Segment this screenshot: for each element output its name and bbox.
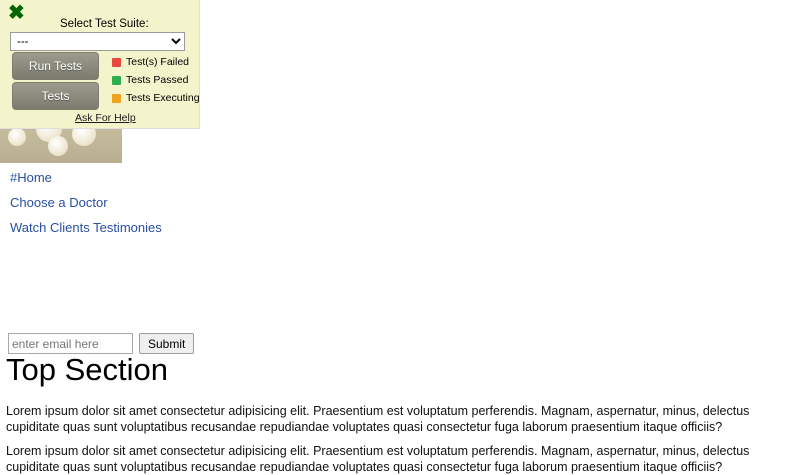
subscribe-form [8,333,194,354]
page-nav-links [10,165,410,240]
status-swatch-executing [112,94,121,103]
submit-button[interactable]: Submit [139,333,194,354]
close-icon[interactable]: ✖ [8,2,25,24]
blossom-decoration [8,128,26,146]
nav-link-home[interactable]: #Home [10,170,52,185]
select-test-suite-label: Select Test Suite: [60,18,149,30]
nav-link-choose-a-doctor[interactable]: Choose a Doctor [10,195,108,210]
test-runner-panel [0,0,200,129]
legend-item-tests-passed [112,72,200,88]
email-input[interactable] [8,333,133,354]
legend-label-executing: Tests Executing [126,92,200,104]
status-swatch-passed [112,76,121,85]
page-title: Top Section [6,352,168,387]
status-swatch-failed [112,58,121,67]
test-suite-select[interactable] [10,32,185,51]
legend-item-tests-failed [112,54,200,70]
legend-label-failed: Test(s) Failed [126,56,190,68]
ask-for-help-link[interactable]: Ask For Help [75,112,136,124]
status-legend [112,54,200,108]
nav-link-watch-clients-testimonies[interactable]: Watch Clients Testimonies [10,220,162,235]
paragraph-two: Lorem ipsum dolor sit amet consectetur adipisicing elit. Praesentium est voluptatum perferendis. Magnam, aspernatur, minus, delectus cupiditate quas sunt voluptatibus recusandae repudiandae voluptates quasi consectetur fuga laborum praesentium itaque officiis? [6,443,750,474]
tests-button[interactable]: Tests [12,82,99,110]
legend-label-passed: Tests Passed [126,74,189,86]
blossom-decoration [48,136,68,156]
legend-item-tests-executing [112,90,200,106]
run-tests-button[interactable]: Run Tests [12,52,99,80]
paragraph-one: Lorem ipsum dolor sit amet consectetur adipisicing elit. Praesentium est voluptatum perferendis. Magnam, aspernatur, minus, delectus cupiditate quas sunt voluptatibus recusandae repudiandae voluptates quasi consectetur fuga laborum praesentium itaque officiis? [6,403,750,434]
